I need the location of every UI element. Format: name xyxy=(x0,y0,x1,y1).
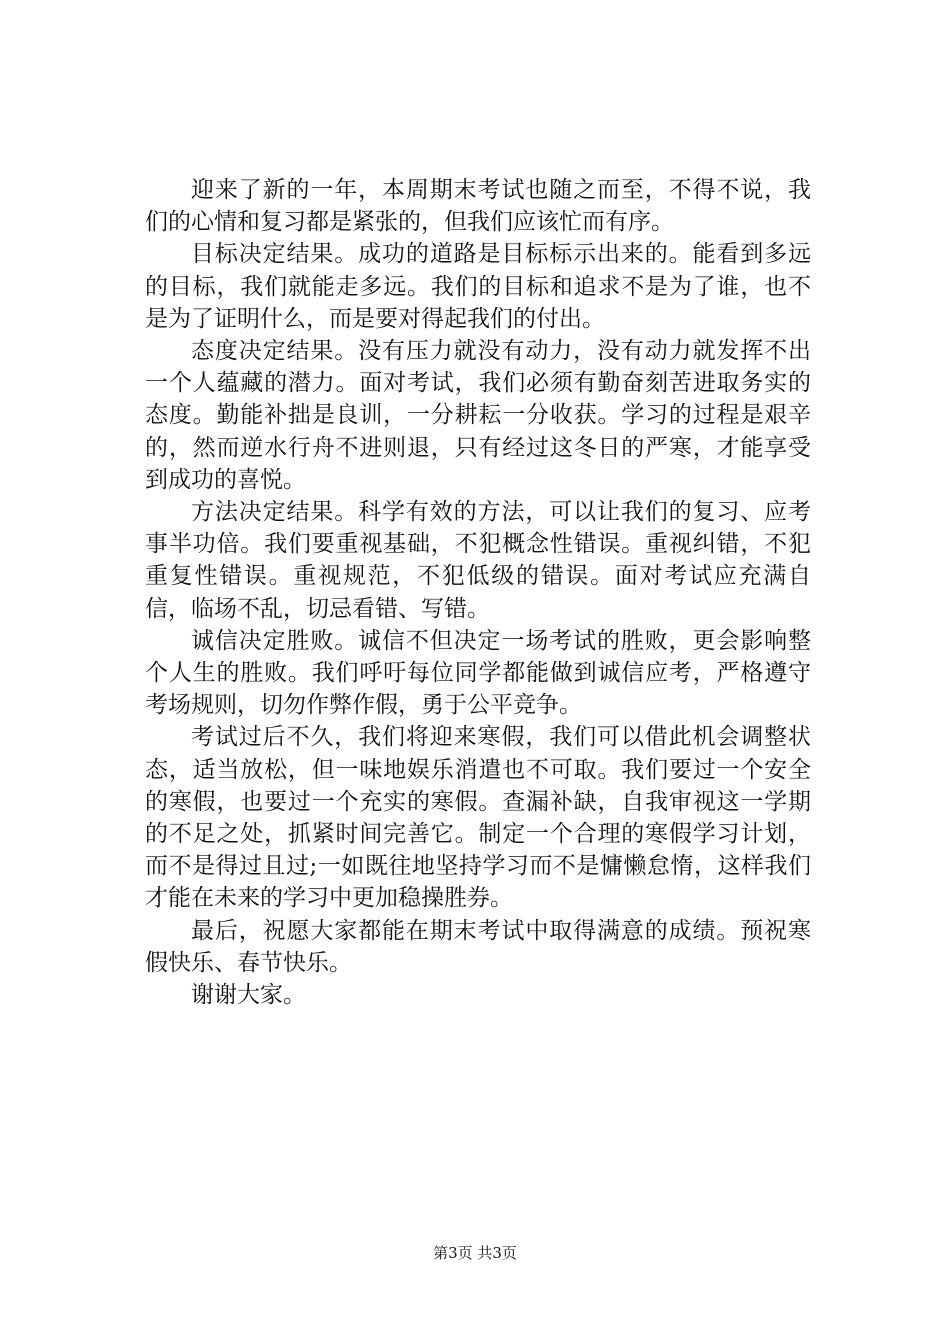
paragraph-1: 迎来了新的一年，本周期末考试也随之而至，不得不说，我们的心情和复习都是紧张的，但我们应该忙而有序。 xyxy=(145,177,811,236)
paragraph-2: 目标决定结果。成功的道路是目标标示出来的。能看到多远的目标，我们就能走多远。我们的目标和追求不是为了谁，也不是为了证明什么，而是要对得起我们的付出。 xyxy=(145,241,811,332)
document-body xyxy=(145,174,811,1011)
paragraph-7: 最后，祝愿大家都能在期末考试中取得满意的成绩。预祝寒假快乐、春节快乐。 xyxy=(145,917,811,976)
paragraph-5: 诚信决定胜败。诚信不但决定一场考试的胜败，更会影响整个人生的胜败。我们呼吁每位同学都能做到诚信应考，严格遵守考场规则，切勿作弊作假，勇于公平竞争。 xyxy=(145,627,811,719)
paragraph-3: 态度决定结果。没有压力就没有动力，没有动力就发挥不出一个人蕴藏的潜力。面对考试，我们必须有勤奋刻苦进取务实的态度。勤能补拙是良训，一分耕耘一分收获。学习的过程是艰辛的，然而逆水行舟不进则退，只有经过这冬日的严寒，才能享受到成功的喜悦。 xyxy=(145,338,811,493)
paragraph-8: 谢谢大家。 xyxy=(191,982,306,1009)
paragraph-4: 方法决定结果。科学有效的方法，可以让我们的复习、应考事半功倍。我们要重视基础，不犯概念性错误。重视纠错，不犯重复性错误。重视规范，不犯低级的错误。面对考试应充满自信，临场不乱，切忌看错、写错。 xyxy=(145,499,811,622)
paragraph-6: 考试过后不久，我们将迎来寒假，我们可以借此机会调整状态，适当放松，但一味地娱乐消遣也不可取。我们要过一个安全的寒假，也要过一个充实的寒假。查漏补缺，自我审视这一学期的不足之处，抓紧时间完善它。制定一个合理的寒假学习计划，而不是得过且过;一如既往地坚持学习而不是慵懒怠惰，这样我们才能在未来的学习中更加稳操胜券。 xyxy=(145,724,811,912)
page-number-footer: 第3页 共3页 xyxy=(433,1244,517,1262)
